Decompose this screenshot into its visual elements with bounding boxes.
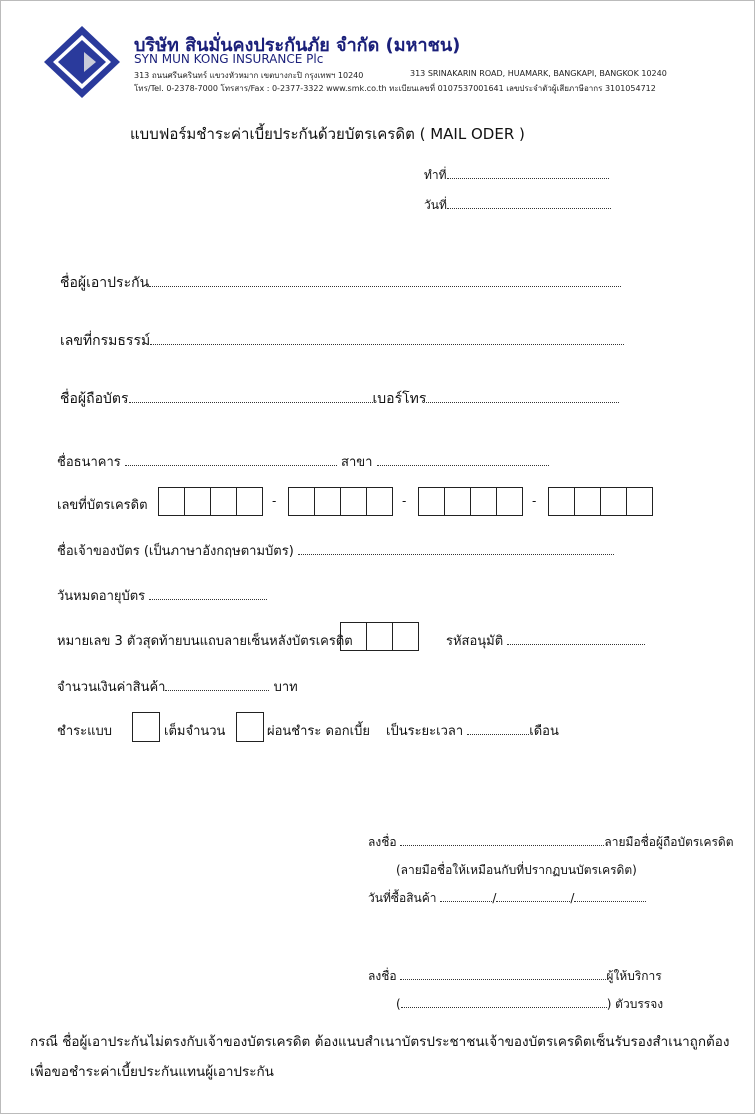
cardholder-name-label: ชื่อผู้ถือบัตร bbox=[60, 391, 129, 407]
purchase-day-field[interactable] bbox=[440, 900, 492, 902]
approval-code-label: รหัสอนุมัติ bbox=[446, 634, 504, 649]
bank-name-field[interactable] bbox=[125, 464, 337, 466]
address-english: 313 SRINAKARIN ROAD, HUAMARK, BANGKAPI, BANGKOK 10240 bbox=[410, 69, 667, 78]
written-at-row bbox=[424, 166, 609, 185]
block-letters-label: ) ตัวบรรจง bbox=[606, 997, 664, 1011]
date-row bbox=[424, 196, 611, 215]
block-letters-row bbox=[396, 995, 663, 1014]
purchase-month-field[interactable] bbox=[496, 900, 570, 902]
form-title: แบบฟอร์มชำระค่าเบี้ยประกันด้วยบัตรเครดิต ( MAIL ODER ) bbox=[130, 125, 525, 143]
approval-code-field[interactable] bbox=[507, 643, 645, 645]
written-at-label: ทำที่ bbox=[424, 168, 447, 182]
card-number-group-2[interactable] bbox=[288, 487, 393, 516]
baht-label: บาท bbox=[273, 680, 298, 695]
card-owner-label: ชื่อเจ้าของบัตร (เป็นภาษาอังกฤษตามบัตร) bbox=[57, 544, 294, 559]
card-number-group-3[interactable] bbox=[418, 487, 523, 516]
card-number-group-1[interactable] bbox=[158, 487, 263, 516]
card-number-label: เลขที่บัตรเครดิต bbox=[57, 498, 148, 513]
policy-number-field[interactable] bbox=[150, 343, 624, 345]
expiry-field[interactable] bbox=[149, 598, 267, 600]
written-at-field[interactable] bbox=[447, 177, 609, 179]
company-logo-icon bbox=[44, 26, 120, 98]
block-letters-field[interactable] bbox=[401, 1006, 607, 1008]
phone-label: เบอร์โทร bbox=[372, 391, 427, 407]
phone-field[interactable] bbox=[426, 401, 619, 403]
insured-name-label: ชื่อผู้เอาประกัน bbox=[60, 275, 150, 291]
date-separator-1: / bbox=[492, 891, 497, 905]
date-label: วันที่ bbox=[424, 198, 447, 212]
cardholder-signature-field[interactable] bbox=[400, 844, 604, 846]
contact-info: โทร/Tel. 0-2378-7000 โทรสาร/Fax : 0-2377-3322 www.smk.co.th ทะเบียนเลขที่ 0107537001641 เลขประจำตัวผู้เสียภาษีอากร 3101054712 bbox=[134, 84, 656, 93]
cardholder-signature-label: ลายมือชื่อผู้ถือบัตรเครดิต bbox=[604, 835, 734, 849]
date-field[interactable] bbox=[447, 207, 611, 209]
expiry-row bbox=[57, 585, 267, 606]
card-separator-3: - bbox=[532, 494, 537, 508]
cardholder-signature-row bbox=[368, 833, 734, 852]
sign2-label: ลงชื่อ bbox=[368, 969, 397, 983]
purchase-date-label: วันที่ซื้อสินค้า bbox=[368, 891, 437, 905]
branch-field[interactable] bbox=[377, 464, 549, 466]
company-name-english: SYN MUN KONG INSURANCE Plc bbox=[134, 52, 324, 66]
cardholder-row bbox=[60, 388, 619, 410]
branch-label: สาขา bbox=[341, 455, 373, 470]
card-separator-1: - bbox=[272, 494, 277, 508]
card-owner-field[interactable] bbox=[298, 553, 614, 555]
installment-checkbox[interactable] bbox=[236, 712, 264, 742]
expiry-label: วันหมดอายุบัตร bbox=[57, 589, 146, 604]
payment-method-label: ชำระแบบ bbox=[57, 724, 112, 739]
open-paren: ( bbox=[396, 997, 401, 1011]
purchase-date-row bbox=[368, 889, 646, 908]
period-label: เป็นระยะเวลา bbox=[386, 724, 464, 739]
period-field[interactable] bbox=[467, 733, 529, 735]
footer-note-line2: เพื่อขอชำระค่าเบี้ยประกันแทนผู้เอาประกัน bbox=[30, 1064, 274, 1080]
provider-signature-field[interactable] bbox=[400, 978, 606, 980]
company-name-thai: บริษัท สินมั่นคงประกันภัย จำกัด (มหาชน) bbox=[134, 35, 461, 56]
bank-row bbox=[57, 451, 549, 472]
amount-label: จำนวนเงินค่าสินค้า bbox=[57, 680, 166, 695]
sign-label: ลงชื่อ bbox=[368, 835, 397, 849]
date-separator-2: / bbox=[570, 891, 575, 905]
policy-number-label: เลขที่กรมธรรม์ bbox=[60, 333, 151, 349]
installment-label: ผ่อนชำระ ดอกเบี้ย bbox=[267, 724, 370, 739]
policy-number-row bbox=[60, 330, 624, 352]
cardholder-name-field[interactable] bbox=[129, 401, 373, 403]
full-amount-checkbox[interactable] bbox=[132, 712, 160, 742]
insured-name-field[interactable] bbox=[149, 285, 621, 287]
period-row bbox=[386, 720, 559, 741]
amount-field[interactable] bbox=[165, 689, 269, 691]
cvv-boxes[interactable] bbox=[340, 622, 419, 651]
month-label: เดือน bbox=[529, 724, 559, 739]
address-thai: 313 ถนนศรีนครินทร์ แขวงหัวหมาก เขตบางกะปิ กรุงเทพฯ 10240 bbox=[134, 71, 364, 80]
provider-signature-row bbox=[368, 967, 662, 986]
card-number-group-4[interactable] bbox=[548, 487, 653, 516]
card-separator-2: - bbox=[402, 494, 407, 508]
service-provider-label: ผู้ให้บริการ bbox=[606, 969, 662, 983]
insured-name-row bbox=[60, 272, 621, 294]
same-as-card-note: (ลายมือชื่อให้เหมือนกับที่ปรากฏบนบัตรเครดิต) bbox=[396, 863, 637, 877]
amount-row bbox=[57, 676, 298, 697]
card-owner-row bbox=[57, 540, 614, 561]
cvv-label: หมายเลข 3 ตัวสุดท้ายบนแถบลายเซ็นหลังบัตรเครดิต bbox=[57, 634, 353, 649]
approval-row bbox=[446, 630, 645, 651]
bank-name-label: ชื่อธนาคาร bbox=[57, 455, 121, 470]
footer-note-line1: กรณี ชื่อผู้เอาประกันไม่ตรงกับเจ้าของบัตรเครดิต ต้องแนบสำเนาบัตรประชาชนเจ้าของบัตรเครดิตเซ็นรับรองสำเนาถูกต้อง bbox=[30, 1034, 730, 1050]
purchase-year-field[interactable] bbox=[574, 900, 646, 902]
full-amount-label: เต็มจำนวน bbox=[164, 724, 226, 739]
